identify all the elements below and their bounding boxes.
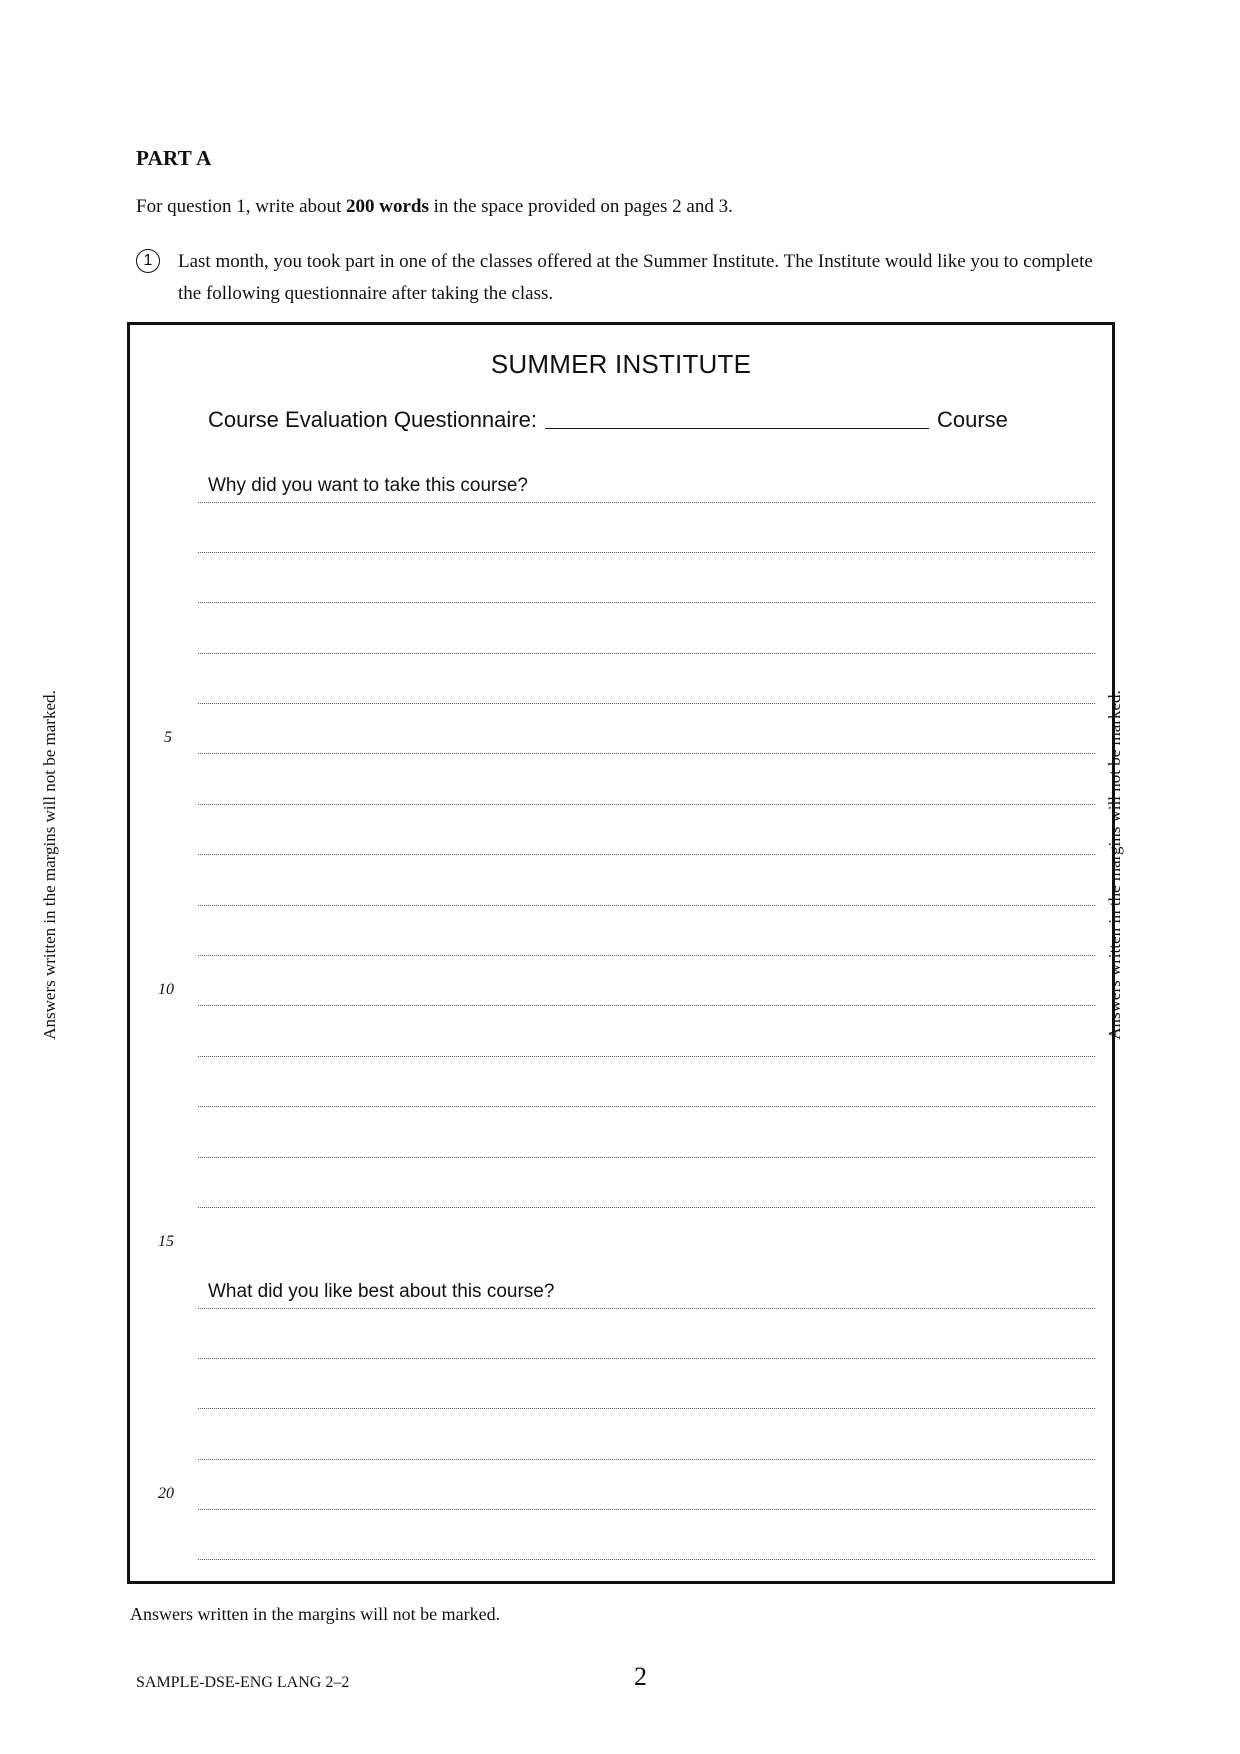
left-margin-note: Answers written in the margins will not be marked. <box>39 690 59 1040</box>
course-label: Course Evaluation Questionnaire: <box>208 407 537 432</box>
answer-line-5[interactable] <box>198 703 1095 704</box>
right-margin-note: Answers written in the margins will not be marked. <box>1104 690 1124 1040</box>
paper-code: SAMPLE-DSE-ENG LANG 2–2 <box>136 1674 350 1691</box>
below-frame-note: Answers written in the margins will not be marked. <box>130 1604 501 1624</box>
prompt-why-take-course: Why did you want to take this course? <box>208 475 528 496</box>
questionnaire-frame <box>127 322 1115 1584</box>
answer-line-21[interactable] <box>198 1559 1095 1560</box>
line-number-15: 15 <box>158 1233 174 1250</box>
answer-line-3[interactable] <box>198 602 1095 603</box>
form-title: SUMMER INSTITUTE <box>490 349 752 379</box>
answer-line-20[interactable] <box>198 1509 1095 1510</box>
instruction-after: in the space provided on pages 2 and 3. <box>428 196 733 217</box>
line-number-20: 20 <box>158 1485 174 1502</box>
answer-line-8[interactable] <box>198 854 1095 855</box>
answer-line-7[interactable] <box>198 804 1095 805</box>
answer-line-14[interactable] <box>198 1157 1095 1158</box>
course-name-blank[interactable] <box>545 427 929 429</box>
instruction-before: For question 1, write about <box>136 196 347 217</box>
answer-line-19[interactable] <box>198 1459 1095 1460</box>
line-number-10: 10 <box>158 981 174 998</box>
answer-line-13[interactable] <box>198 1106 1095 1107</box>
answer-line-6[interactable] <box>198 753 1095 754</box>
answer-line-15[interactable] <box>198 1207 1095 1208</box>
answer-line-2[interactable] <box>198 552 1095 553</box>
question-text: Last month, you took part in one of the classes offered at the Summer Institute. The Institute would like you to complete the following questionnaire after taking the class. <box>178 251 1093 304</box>
part-title: PART A <box>136 146 212 170</box>
answer-line-16[interactable] <box>198 1308 1095 1309</box>
answer-line-1[interactable] <box>198 502 1095 503</box>
question-number-badge: 1 <box>136 249 160 273</box>
instruction-word-count: 200 words <box>346 196 429 217</box>
answer-line-18[interactable] <box>198 1408 1095 1409</box>
answer-line-4[interactable] <box>198 653 1095 654</box>
answer-line-11[interactable] <box>198 1005 1095 1006</box>
line-number-5: 5 <box>164 729 172 746</box>
course-suffix: Course <box>936 407 1008 432</box>
answer-line-9[interactable] <box>198 905 1095 906</box>
prompt-liked-best: What did you like best about this course? <box>208 1281 555 1302</box>
instruction-text <box>136 196 733 218</box>
course-name-row <box>208 407 1040 433</box>
answer-line-17[interactable] <box>198 1358 1095 1359</box>
page-number: 2 <box>634 1662 647 1691</box>
answer-line-10[interactable] <box>198 955 1095 956</box>
answer-line-12[interactable] <box>198 1056 1095 1057</box>
